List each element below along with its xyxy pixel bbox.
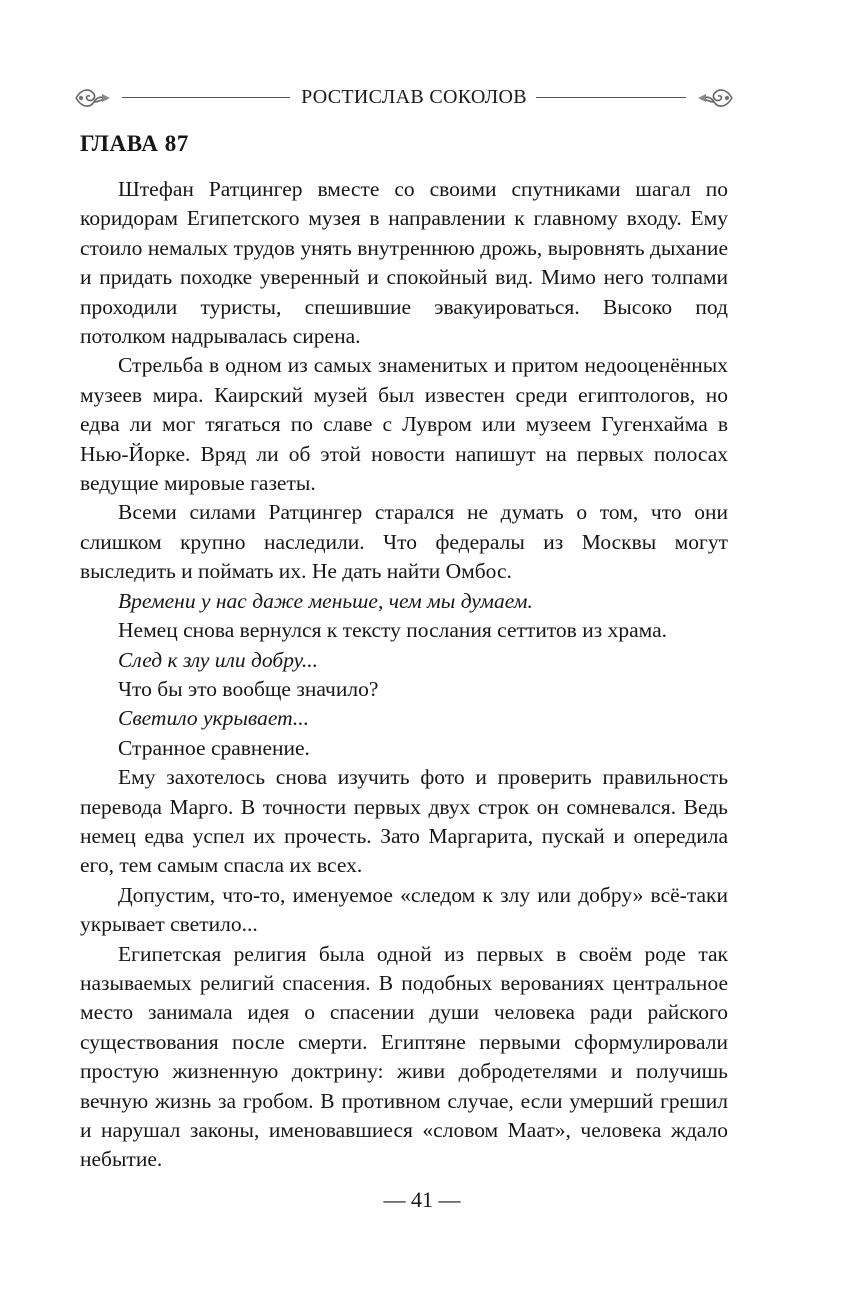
fleuron-ornament-icon bbox=[696, 84, 736, 112]
paragraph: Допустим, что-то, именуемое «следом к злу или добру» всё-таки укрывает светило... bbox=[80, 882, 728, 937]
header-rule-right bbox=[536, 97, 686, 98]
italic-thought: Времени у нас даже меньше, чем мы думаем. bbox=[118, 588, 533, 613]
running-head-title: РОСТИСЛАВ СОКОЛОВ bbox=[301, 86, 527, 108]
chapter-title: ГЛАВА 87 bbox=[80, 131, 189, 156]
running-head bbox=[72, 78, 736, 118]
paragraph: Странное сравнение. bbox=[118, 735, 310, 760]
paragraph: Ему захотелось снова изучить фото и проверить правильность перевода Марго. В точности первых двух строк он сомневался. Ведь немец едва успел их прочесть. Зато Маргарита, пускай и опередила его, тем самым спасла их всех. bbox=[80, 765, 728, 878]
fleuron-ornament-icon bbox=[72, 84, 112, 112]
header-rule-left bbox=[122, 97, 290, 98]
chapter-body bbox=[80, 175, 728, 1175]
paragraph: Стрельба в одном из самых знаменитых и притом недооценённых музеев мира. Каирский музей был известен среди египтологов, но едва ли мог тягаться по славе с Лувром или музеем Гугенхайма в Нью-Йорке. Вряд ли об этой новости напишут на первых полосах ведущие мировые газеты. bbox=[80, 353, 728, 496]
paragraph: Всеми силами Ратцингер старался не думать о том, что они слишком крупно наследили. Что федералы из Москвы могут выследить и поймать их. Не дать найти Омбос. bbox=[80, 500, 728, 584]
page-number: — 41 — bbox=[383, 1187, 461, 1212]
paragraph: Египетская религия была одной из первых в своём роде так называемых религий спасения. В подобных верованиях центральное место занимала идея о спасении души человека ради райского существования после смерти. Египтяне первыми сформулировали простую жизненную доктрину: живи добродетелями и получишь вечную жизнь за гробом. В противном случае, если умерший грешил и нарушал законы, именовавшиеся «словом Маат», человека ждало небытие. bbox=[80, 941, 728, 1172]
paragraph: Немец снова вернулся к тексту послания сеттитов из храма. bbox=[118, 618, 668, 643]
italic-thought: Светило укрывает... bbox=[118, 706, 309, 731]
paragraph: Что бы это вообще значило? bbox=[118, 676, 379, 701]
paragraph: Штефан Ратцингер вместе со своими спутниками шагал по коридорам Египетского музея в направлении к главному входу. Ему стоило немалых трудов унять внутреннюю дрожь, выровнять дыхание и придать походке уверенный и спокойный вид. Мимо него толпами проходили туристы, спешившие эвакуироваться. Высоко под потолком надрывалась сирена. bbox=[80, 177, 728, 349]
italic-thought: След к злу или добру... bbox=[118, 647, 318, 672]
